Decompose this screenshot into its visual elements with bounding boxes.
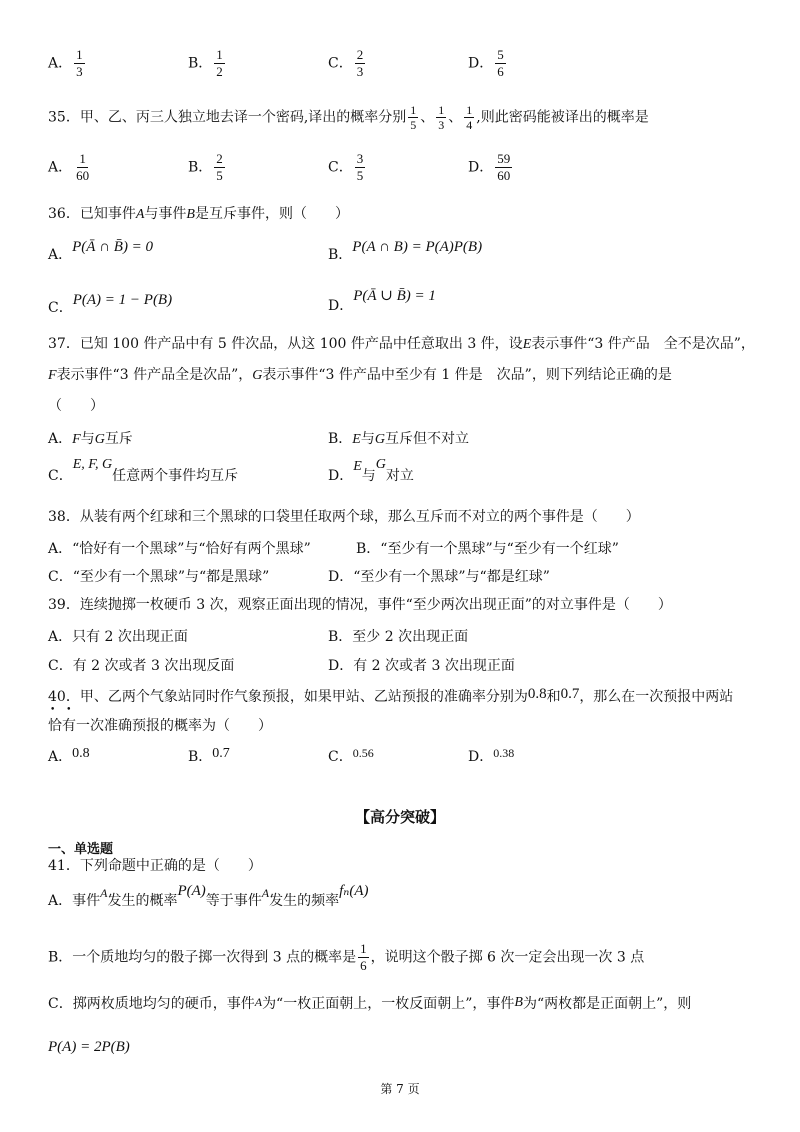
q38-option-c: C．“至少有一个黑球”与“都是黑球”: [48, 569, 270, 585]
q38-option-b: B．“至少有一个黑球”与“至少有一个红球”: [356, 541, 619, 557]
q36-d-formula: P(Ā ∪ B̄) = 1: [353, 288, 436, 304]
q37-option-c: C．E, F, G任意两个事件均互斥: [48, 457, 239, 484]
q38-option-a: A．“恰好有一个黑球”与“恰好有两个黑球”: [48, 541, 311, 557]
q35-option-b: B． $\frac{2}{5}$: [188, 151, 223, 183]
q34-option-c: C． $\frac{2}{3}$: [328, 47, 364, 79]
q37-option-b: B．E与G互斥但不对立: [328, 431, 469, 447]
q36-option-a: A．P(Ā ∩ B̄) = 0: [48, 239, 154, 263]
q34-option-b: B． $\frac{1}{2}$: [188, 47, 223, 79]
q40-option-c: C．0.56: [328, 746, 374, 765]
q36-option-c: C．P(A) = 1 − P(B): [48, 292, 173, 316]
q37-stem-line2: F表示事件“3 件产品全是次品”，G表示事件“3 件产品中至少有 1 件是 次品”，则下列结论正确的是: [48, 367, 672, 383]
q37-stem-line3: （ ）: [48, 398, 104, 414]
q39-option-c: C．有 2 次或者 3 次出现反面: [48, 658, 235, 674]
q41-stem: 41．下列命题中正确的是（ ）: [48, 858, 262, 874]
q37-stem-line1: 37．已知 100 件产品中有 5 件次品，从这 100 件产品中任意取出 3 件，设E表示事件“3 件产品 全不是次品”，: [48, 336, 755, 352]
q37-option-a: A．F与G互斥: [48, 431, 133, 447]
q39-stem: 39．连续抛掷一枚硬币 3 次，观察正面出现的情况，事件“至少两次出现正面”的对立事件是（ ）: [48, 597, 672, 613]
q41-option-c-formula: P(A) = 2P(B): [48, 1039, 130, 1055]
q41-option-c: C．掷两枚质地均匀的硬币，事件A为“一枚正面朝上，一枚反面朝上”，事件B为“两枚都是正面朝上”，则: [48, 995, 692, 1012]
q36-option-b: B．P(A ∩ B) = P(A)P(B): [328, 239, 483, 263]
q39-option-d: D．有 2 次或者 3 次出现正面: [328, 658, 515, 674]
q34-option-d: D． $\frac{5}{6}$: [468, 47, 504, 79]
subsection-title: 一、单选题: [48, 842, 114, 857]
q36-stem: 36．已知事件A与事件B是互斥事件，则（ ）: [48, 206, 349, 222]
q38-stem: 38．从装有两个红球和三个黑球的口袋里任取两个球，那么互斥而不对立的两个事件是（ ）: [48, 509, 640, 525]
q41-option-b: B．一个质地均匀的骰子掷一次得到 3 点的概率是 $\frac{1}{6}$ ，说明这个骰子掷 6 次一定会出现一次 3 点: [48, 941, 645, 973]
q35-option-c: C． $\frac{3}{5}$: [328, 151, 364, 183]
q36-a-formula: P(Ā ∩ B̄) = 0: [72, 239, 154, 255]
q36-c-formula: P(A) = 1 − P(B): [72, 292, 173, 308]
q40-option-d: D．0.38: [468, 746, 515, 765]
q35-stem: 35．甲、乙、丙三人独立地去译一个密码,译出的概率分别 $\frac{1}{5}$ 、 $\frac{1}{3}$ 、 $\frac{1}{4}$ ,则此密码能被译出的概率是: [48, 103, 649, 132]
q40-stem-line1: 40．甲、乙两个气象站同时作气象预报，如果甲站、乙站预报的准确率分别为0.8和0.7，那么在一次预报中两站: [48, 686, 734, 705]
q35-option-d: D． $\frac{59}{60}$: [468, 151, 511, 183]
q39-option-b: B．至少 2 次出现正面: [328, 629, 469, 645]
q41-option-a: A．事件A发生的概率P(A)等于事件A发生的频率fₙ(A): [48, 883, 369, 909]
q40-stem-line2: 恰有一次准确预报的概率为（ ）: [48, 718, 272, 734]
q36-b-formula: P(A ∩ B) = P(A)P(B): [352, 239, 483, 255]
section-title: 【高分突破】: [354, 808, 445, 826]
q37-option-d: D．E与G对立: [328, 457, 414, 484]
q39-option-a: A．只有 2 次出现正面: [48, 629, 188, 645]
q36-option-d: D．P(Ā ∪ B̄) = 1: [328, 288, 436, 314]
emphasis-dots: • •: [50, 705, 76, 715]
q40-option-a: A．0.8: [48, 746, 90, 765]
q34-option-a: A． $\frac{1}{3}$: [48, 47, 83, 79]
page-number: 第 7 页: [380, 1082, 420, 1096]
q38-option-d: D．“至少有一个黑球”与“都是红球”: [328, 569, 550, 585]
q35-option-a: A． $\frac{1}{60}$: [48, 151, 90, 183]
q40-option-b: B．0.7: [188, 746, 230, 765]
